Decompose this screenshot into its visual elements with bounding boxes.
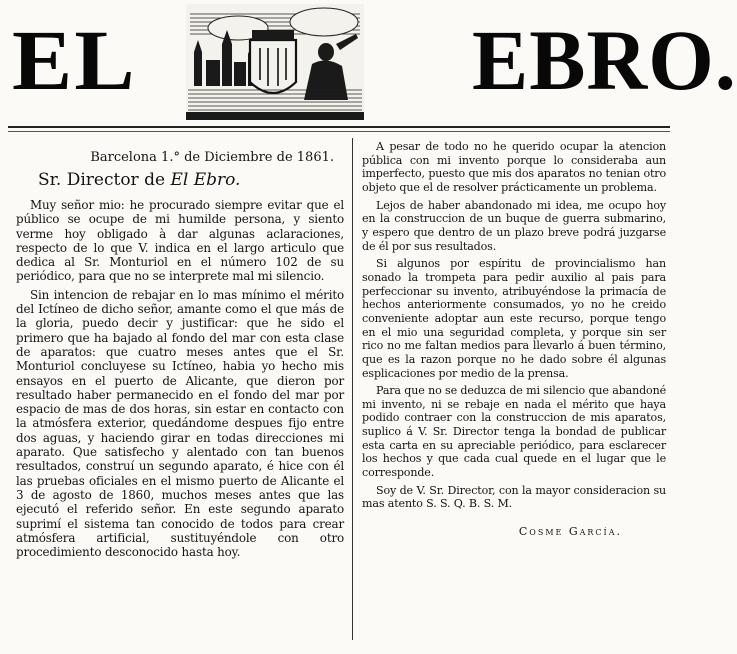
paragraph: Muy señor mio: he procurado siempre evitar que el público se ocupe de mi humilde persona, y siento verme hoy obligado à dar algunas aclaraciones, respecto de lo que V. indica en el largo articulo que dedica al Sr. Monturiol en el número 102 de su periódico, para que no se interprete mal mi silencio. <box>16 198 344 284</box>
paragraph: Lejos de haber abandonado mi idea, me ocupo hoy en la construccion de un buque de guerra submarino, y espero que dentro de un plazo breve podrá juzgarse de él por sus resultados. <box>362 198 666 253</box>
paragraph: Soy de V. Sr. Director, con la mayor consideracion su mas atento S. S. Q. B. S. M. <box>362 483 666 511</box>
masthead-title-right: EBRO. <box>472 12 737 108</box>
masthead-rule-thin <box>8 131 670 132</box>
signature: Cosme García. <box>518 525 622 539</box>
column-divider <box>352 138 353 640</box>
masthead-title-left: EL <box>12 12 137 108</box>
letter-column-left <box>16 140 344 559</box>
paragraph: Sin intencion de rebajar en lo mas mínimo el mérito del Ictíneo de dicho señor, amante como el que más de la gloria, puedo decir y justificar: que he sido el primero que ha bajado al fondo del mar con esta clase de aparatos: que cuatro meses antes que el Sr. Monturiol concluyese su Ictíneo, habia yo hecho mis ensayos en el puerto de Alicante, que dieron por resultado haber permanecido en el fondo del mar por espacio de mas de dos horas, sin estar en contacto con la atmósfera exterior, quedándome despues fijo entre dos aguas, y haciendo girar en todas direcciones mi aparato. Que satisfecho y alentado con tan buenos resultados, construí un segundo aparato, é hice con él las pruebas oficiales en el mismo puerto de Alicante el 3 de agosto de 1860, muchos meses antes que las ejecutó el referido señor. En este segundo aparato suprimí el sistema tan conocido de todos para crear atmósfera artificial, sustituyéndole con otro procedimiento desconocido hasta hoy. <box>16 287 344 560</box>
salutation <box>38 170 344 190</box>
masthead-rule <box>8 126 670 128</box>
paragraph: A pesar de todo no he querido ocupar la atencion pública con mi invento porque lo consideraba aun imperfecto, puesto que mis dos aparatos no tenian otro objeto que el de resolver prácticamente un problema. <box>362 140 666 194</box>
salutation-paper-name: El Ebro. <box>170 170 241 190</box>
paragraph: Para que no se deduzca de mi silencio que abandoné mi invento, ni se rebaje en nada el mérito que haya podido contraer con la construccion de mis aparatos, suplico á V. Sr. Director tenga la bondad de publicar esta carta en su apreciable periódico, para esclarecer los hechos y que cada cual quede en el lugar que le corresponde. <box>362 384 666 480</box>
masthead-engraving-image <box>186 4 364 120</box>
dateline: Barcelona 1.° de Diciembre de 1861. <box>90 150 334 165</box>
salutation-prefix: Sr. Director de <box>38 170 171 190</box>
paragraph: Si algunos por espíritu de provincialismo han sonado la trompeta para pedir auxilio al pais para perfeccionar su invento, atribuyéndose la primacía de hechos anteriormente consumados, yo no he creido conveniente adoptar aun este recurso, porque tengo en el mio una seguridad completa, y porque sin ser rico no me faltan medios para llevarlo á buen término, que es la razon porque no he dado sobre él algunas esplicaciones por medio de la prensa. <box>362 257 666 380</box>
masthead <box>0 0 737 128</box>
letter-column-right <box>362 140 666 538</box>
